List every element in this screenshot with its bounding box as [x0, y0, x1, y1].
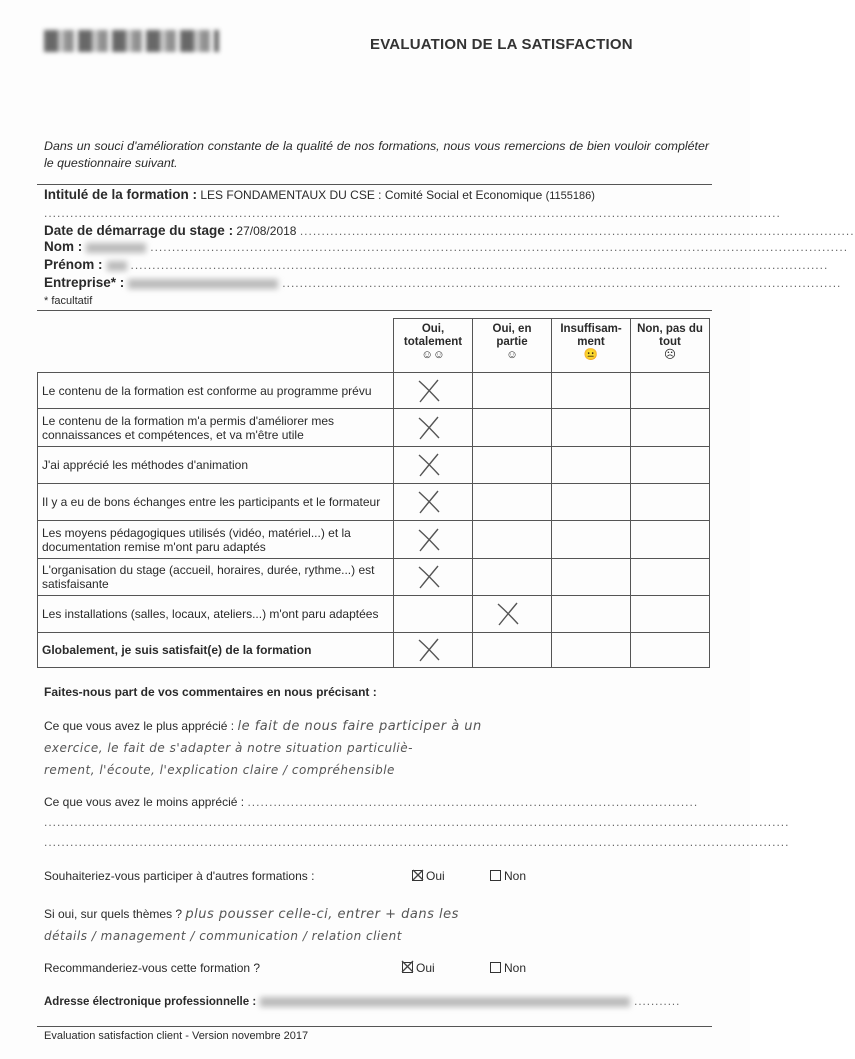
- answer-cell[interactable]: [552, 521, 631, 559]
- divider: [37, 310, 712, 311]
- table-row: [38, 559, 710, 596]
- recommend-question: [44, 958, 709, 978]
- email-line: Adresse électronique professionnelle : ...........: [44, 996, 681, 1008]
- question: Le contenu de la formation m'a permis d'améliorer mes connaissances et compétences, et va m'être utile: [38, 409, 394, 447]
- answer-cell[interactable]: [631, 447, 710, 484]
- answer-cell[interactable]: [473, 373, 552, 409]
- question: L'organisation du stage (accueil, horaires, durée, rythme...) est satisfaisante: [38, 559, 394, 596]
- question: Le contenu de la formation est conforme au programme prévu: [38, 373, 394, 409]
- form-title: EVALUATION DE LA SATISFACTION: [370, 36, 633, 53]
- value: 27/08/2018: [236, 224, 297, 238]
- column-label: Oui, en partie: [492, 323, 532, 348]
- answer-cell[interactable]: [473, 447, 552, 484]
- checkbox-icon: [490, 962, 501, 973]
- smiley-icon: ☹: [664, 349, 676, 361]
- other-trainings-question: [44, 866, 709, 886]
- column-header: [473, 319, 552, 373]
- label: Ce que vous avez le moins apprécié :: [44, 795, 245, 809]
- answer-cell[interactable]: [631, 633, 710, 668]
- handwritten-answer[interactable]: plus pousser celle-ci, entrer + dans les: [185, 907, 459, 922]
- most-liked-line: [44, 716, 709, 737]
- answer-cell[interactable]: [552, 447, 631, 484]
- checked-box-icon: [412, 870, 423, 881]
- column-header: [394, 319, 473, 373]
- answer-cell[interactable]: [552, 596, 631, 633]
- code: (1155186): [545, 190, 595, 202]
- satisfaction-table: [37, 318, 710, 668]
- label: Oui: [426, 869, 445, 883]
- question: Les installations (salles, locaux, ateliers...) m'ont paru adaptées: [38, 596, 394, 633]
- answer-cell[interactable]: [473, 521, 552, 559]
- label: Nom :: [44, 239, 83, 254]
- cross-mark-icon: [495, 601, 521, 627]
- answer-cell[interactable]: [631, 596, 710, 633]
- handwritten-answer[interactable]: rement, l'écoute, l'explication claire / compréhensible: [44, 763, 395, 777]
- answer-cell[interactable]: [394, 559, 473, 596]
- other-yes-checkbox[interactable]: [412, 869, 445, 883]
- answer-cell[interactable]: [394, 521, 473, 559]
- answer-cell[interactable]: [473, 484, 552, 521]
- answer-cell[interactable]: [552, 484, 631, 521]
- answer-cell[interactable]: [394, 409, 473, 447]
- answer-cell[interactable]: [552, 373, 631, 409]
- divider: [37, 184, 712, 185]
- label: Oui: [416, 961, 435, 975]
- label: Adresse électronique professionnelle :: [44, 996, 257, 1008]
- answer-cell[interactable]: [394, 596, 473, 633]
- dotted-line: ..........................................................................................................................................................................: [44, 206, 781, 220]
- label: Entreprise* :: [44, 275, 125, 290]
- label: Recommanderiez-vous cette formation ?: [44, 961, 261, 975]
- answer-cell[interactable]: [394, 447, 473, 484]
- answer-cell[interactable]: [631, 559, 710, 596]
- facultatif-note: * facultatif: [44, 295, 93, 307]
- table-row: [38, 596, 710, 633]
- footer-version: Evaluation satisfaction client - Version novembre 2017: [44, 1030, 309, 1042]
- answer-cell[interactable]: [473, 409, 552, 447]
- checkbox-icon: [490, 870, 501, 881]
- intro-text: Dans un souci d'amélioration constante de la qualité de nos formations, nous vous remercions de bien vouloir compléter le questionnaire suivant.: [44, 139, 709, 170]
- column-label: Insuffisam-ment: [560, 323, 622, 348]
- table-row: [38, 633, 710, 668]
- label: Ce que vous avez le plus apprécié :: [44, 719, 235, 733]
- cross-mark-icon: [416, 378, 442, 404]
- handwritten-answer[interactable]: le fait de nous faire participer à un: [237, 719, 482, 734]
- company-logo-blurred: [44, 30, 219, 52]
- cross-mark-icon: [416, 489, 442, 515]
- answer-cell[interactable]: [394, 633, 473, 668]
- value: LES FONDAMENTAUX DU CSE : Comité Social et Economique: [200, 188, 543, 202]
- checked-box-icon: [402, 962, 413, 973]
- answer-cell[interactable]: [552, 633, 631, 668]
- comments-heading: Faites-nous part de vos commentaires en nous précisant :: [44, 685, 377, 699]
- cross-mark-icon: [416, 637, 442, 663]
- answer-cell[interactable]: [631, 409, 710, 447]
- dotted-line: ............................................................................................................................................................................: [44, 815, 790, 829]
- answer-cell[interactable]: [394, 484, 473, 521]
- smiley-icon: 😐: [583, 349, 599, 361]
- answer-cell[interactable]: [631, 521, 710, 559]
- entreprise-field: Entreprise* : .................................................................................................................................: [44, 275, 842, 290]
- table-row: [38, 447, 710, 484]
- label: Non: [504, 961, 527, 975]
- label: Si oui, sur quels thèmes ?: [44, 907, 183, 921]
- question: J'ai apprécié les méthodes d'animation: [38, 447, 394, 484]
- answer-cell[interactable]: [631, 373, 710, 409]
- label: Intitulé de la formation :: [44, 187, 198, 202]
- handwritten-answer[interactable]: détails / management / communication / relation client: [44, 929, 402, 943]
- answer-cell[interactable]: [473, 596, 552, 633]
- column-header: [631, 319, 710, 373]
- question: Les moyens pédagogiques utilisés (vidéo, matériel...) et la documentation remise m'ont paru adaptés: [38, 521, 394, 559]
- smiley-icon: ☺: [506, 349, 518, 361]
- column-header: [552, 319, 631, 373]
- answer-cell[interactable]: [473, 633, 552, 668]
- least-liked-line: Ce que vous avez le moins apprécié : ........................................................................................................: [44, 795, 699, 809]
- formation-field: [44, 186, 709, 205]
- table-row: [38, 484, 710, 521]
- answer-cell[interactable]: [473, 559, 552, 596]
- table-row: [38, 521, 710, 559]
- label: Date de démarrage du stage :: [44, 223, 234, 238]
- answer-cell[interactable]: [552, 409, 631, 447]
- column-label: Non, pas du tout: [637, 323, 703, 348]
- question: Il y a eu de bons échanges entre les participants et le formateur: [38, 484, 394, 521]
- handwritten-answer[interactable]: exercice, le fait de s'adapter à notre situation particuliè-: [44, 741, 413, 755]
- table-row: [38, 373, 710, 409]
- label: Non: [504, 869, 527, 883]
- nom-field: Nom : .................................................................................................................................................................: [44, 239, 849, 254]
- date-field: Date de démarrage du stage : 27/08/2018 ................................................................................................................................: [44, 223, 855, 238]
- recommend-yes-checkbox[interactable]: [402, 961, 435, 975]
- other-no-checkbox[interactable]: [490, 869, 526, 883]
- label: Prénom :: [44, 257, 103, 272]
- answer-cell[interactable]: [552, 559, 631, 596]
- smiley-icon: ☺☺: [421, 349, 445, 361]
- divider: [37, 1026, 712, 1027]
- blank-header: [38, 319, 394, 373]
- prenom-field: Prénom : .................................................................................................................................................................: [44, 257, 829, 272]
- cross-mark-icon: [416, 564, 442, 590]
- themes-line: [44, 904, 709, 925]
- cross-mark-icon: [416, 415, 442, 441]
- dotted-line: ............................................................................................................................................................................: [44, 835, 790, 849]
- cross-mark-icon: [416, 527, 442, 553]
- cross-mark-icon: [416, 452, 442, 478]
- column-label: Oui, totalement: [403, 323, 463, 348]
- question: Globalement, je suis satisfait(e) de la formation: [38, 633, 394, 668]
- label: Souhaiteriez-vous participer à d'autres formations :: [44, 869, 315, 883]
- table-row: [38, 409, 710, 447]
- recommend-no-checkbox[interactable]: [490, 961, 526, 975]
- answer-cell[interactable]: [394, 373, 473, 409]
- answer-cell[interactable]: [631, 484, 710, 521]
